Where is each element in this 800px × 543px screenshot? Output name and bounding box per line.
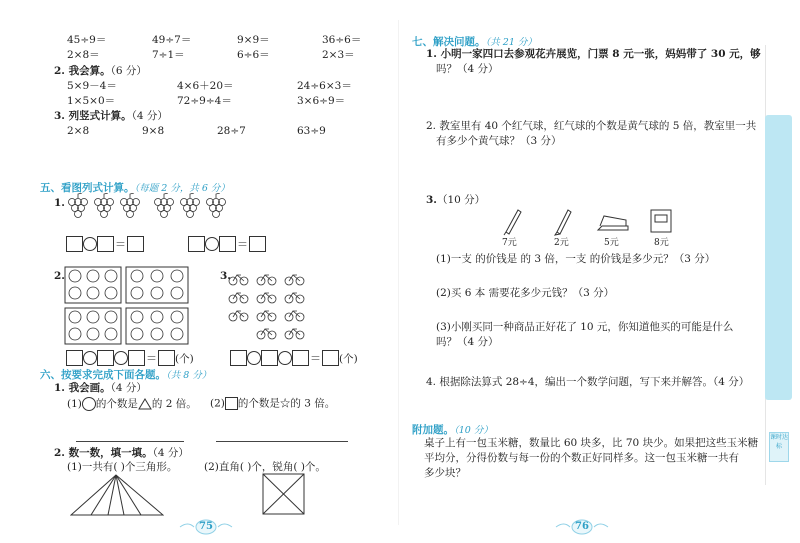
fill-task-1: (1)一共有( )个三角形。 [67,461,178,473]
fountain-pen-icon [500,206,524,236]
q1-line-2: 吗？（4 分） [436,63,499,75]
q2-heading: 2. 我会算。（6 分） [54,65,147,77]
price-pen: 7元 [502,238,517,248]
side-tab [765,115,792,400]
square-cross-figure [262,473,306,515]
p1-label: 1. [54,197,65,209]
section-6-title: 六、按要求完成下面各题。（共 8 分） [40,369,212,381]
calc-row-2: 2×8＝ 7÷1＝ 6÷6＝ 2×3＝ [67,49,355,61]
pencil-icon [552,206,574,236]
q1-line-1: 1. 小明一家四口去参观花卉展览，门票 8 元一张，妈妈带了 30 元，够 [426,48,761,60]
operator-circle[interactable] [278,351,292,365]
extra-line-1: 桌子上有一包玉米糖，数量比 60 块多，比 70 块少。如果把这些玉米糖 [424,437,759,449]
answer-box[interactable] [261,350,278,366]
answer-box[interactable] [127,236,144,252]
answer-box[interactable] [128,350,145,366]
section-5-title: 五、看图列式计算。（每题 2 分，共 6 分） [40,182,230,194]
price-pencil: 2元 [554,238,569,248]
answer-box[interactable] [188,236,205,252]
extra-line-2: 平均分，分得份数与每一份的个数正好同样多。这一包玉米糖一共有 [424,452,739,464]
stapler-icon [596,210,630,234]
grapes-picture [64,193,234,221]
side-tag: 课时达标 [769,432,789,462]
operator-circle[interactable] [83,351,97,365]
square-shape-icon [225,397,238,410]
price-stapler: 5元 [604,238,619,248]
q2-row-1: 5×9－4＝ 4×6＋20＝ 24÷6×3＝ [67,80,352,92]
answer-box[interactable] [66,350,83,366]
p1-answer-boxes-b: ＝ [188,233,266,252]
page-number-right: 76 [575,521,589,532]
q2-line-2: 有多少个黄气球？（3 分） [436,135,562,147]
q3-part-3-line-2: 吗？（4 分） [436,336,499,348]
p2-label: 2. [54,270,65,282]
extra-title: 附加题。（10 分） [412,424,493,436]
q3-part-1: (1)一支 的价钱是 的 3 倍，一支 的价钱是多少元？（3 分） [436,253,716,265]
notebook-icon [648,206,674,234]
s6q2-heading: 2. 数一数，填一填。（4 分） [54,447,189,459]
operator-circle[interactable] [83,237,97,251]
operator-circle[interactable] [247,351,261,365]
circle-shape-icon [82,397,96,411]
bicycle-picture [228,270,338,344]
answer-box[interactable] [230,350,247,366]
answer-box[interactable] [158,350,175,366]
answer-box[interactable] [97,350,114,366]
q2-row-2: 1×5×0＝ 72÷9÷4＝ 3×6÷9＝ [67,95,346,107]
draw-line-2[interactable] [216,441,348,442]
extra-line-3: 多少块？ [424,467,466,479]
triangle-icon [138,398,152,410]
q4-text: 4. 根据除法算式 28÷4，编出一个数学问题，写下来并解答。（4 分） [426,376,750,388]
q3-heading: 3. 列竖式计算。（4 分） [54,110,168,122]
draw-task-1: (1) 的个数是 的 2 倍。 [67,398,197,410]
p3-label: 3. [220,270,231,282]
q3-heading: 3.（10 分） [426,194,486,206]
price-notebook: 8元 [654,238,669,248]
fill-task-2: (2)直角( )个，锐角( )个。 [204,461,326,473]
answer-box[interactable] [97,236,114,252]
answer-box[interactable] [322,350,339,366]
operator-circle[interactable] [114,351,128,365]
page-divider [398,20,399,525]
q3-row: 2×8 9×8 28÷7 63÷9 [67,125,326,137]
q2-line-1: 2. 教室里有 40 个红气球，红气球的个数是黄气球的 5 倍，教室里一共 [426,120,757,132]
section-7-title: 七、解决问题。（共 21 分） [412,36,537,48]
q3-part-2: (2)买 6 本 需要花多少元钱？（3 分） [436,287,615,299]
triangle-fan-figure [70,474,164,516]
smiley-grid-picture [64,266,190,346]
answer-box[interactable] [249,236,266,252]
s6q1-heading: 1. 我会画。（4 分） [54,382,147,394]
p1-answer-boxes-a: ＝ [66,233,144,252]
p2-answer-boxes: ＝ (个) [66,347,194,366]
operator-circle[interactable] [205,237,219,251]
page-number-left: 75 [199,521,213,532]
draw-task-2: (2) 的个数是☆的 3 倍。 [210,397,336,410]
draw-line-1[interactable] [76,441,184,442]
answer-box[interactable] [292,350,309,366]
p3-answer-boxes: ＝ (个) [230,347,358,366]
q3-part-3-line-1: (3)小刚买同一种商品正好花了 10 元，你知道他买的可能是什么 [436,321,734,333]
calc-row-1: 45÷9＝ 49÷7＝ 9×9＝ 36÷6＝ [67,34,362,46]
answer-box[interactable] [66,236,83,252]
answer-box[interactable] [219,236,236,252]
